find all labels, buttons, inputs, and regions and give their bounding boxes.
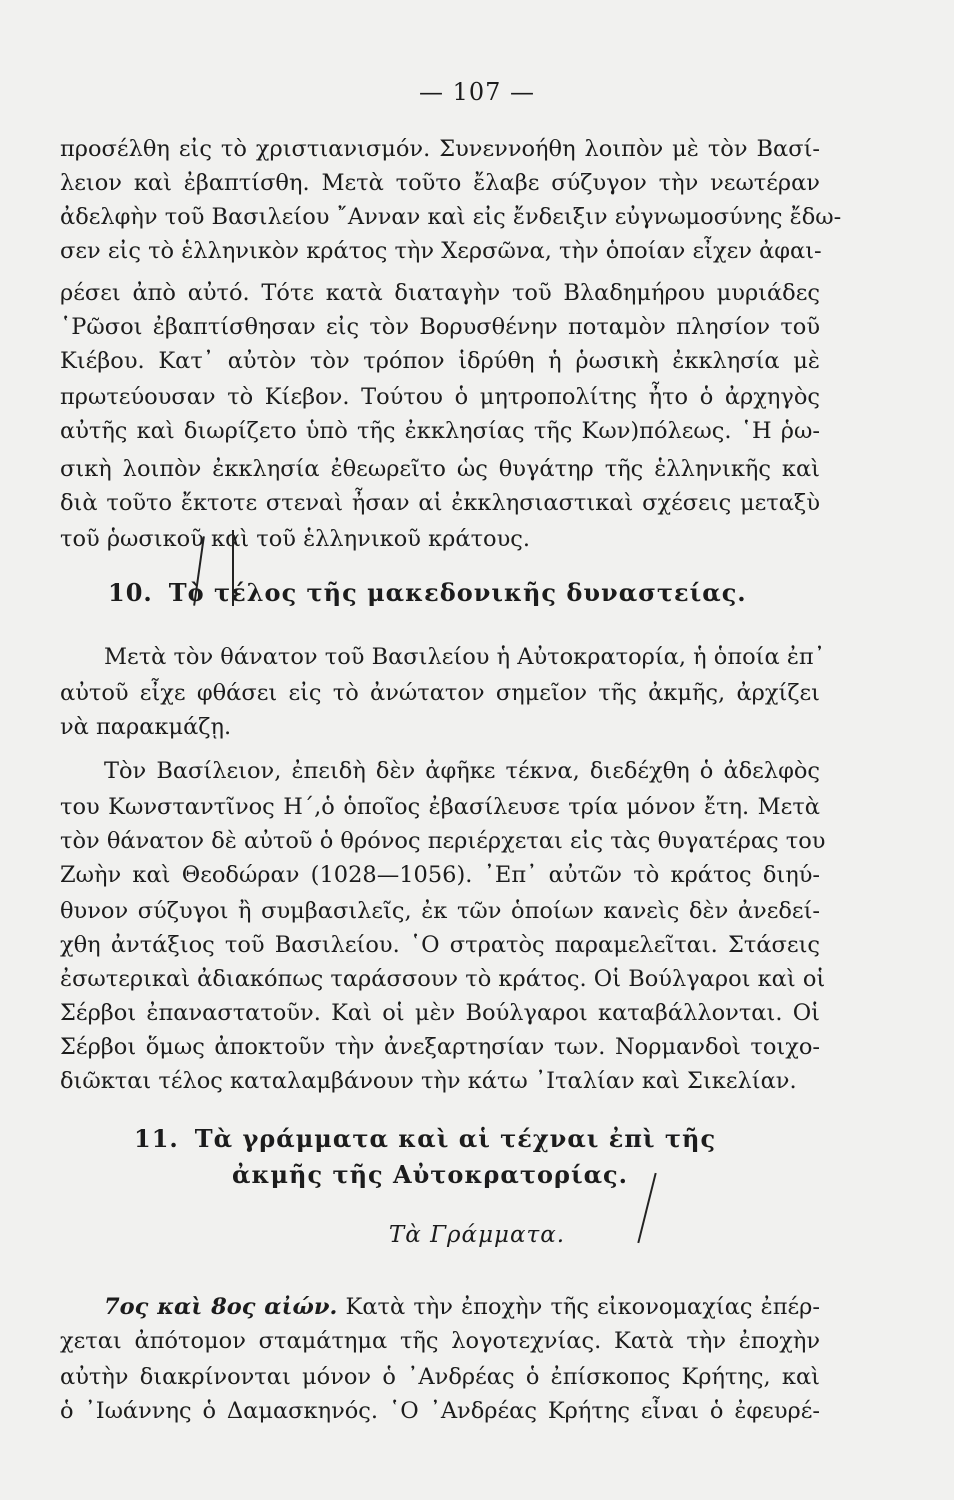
text-line: χεται ἀπότομον σταμάτημα τῆς λογοτεχνίας. Κατὰ τὴν ἐποχὴν: [60, 1328, 820, 1354]
section-title-continued: ἀκμῆς τῆς Αὐτοκρατορίας.: [232, 1160, 629, 1189]
section-heading-11: [134, 1124, 716, 1153]
section-number: 10.: [108, 578, 153, 607]
text-line: πρωτεύουσαν τὸ Κίεβον. Τούτου ὁ μητροπολίτης ἦτο ὁ ἀρχηγὸς: [60, 384, 820, 410]
text-line: ρέσει ἀπὸ αὐτό. Τότε κατὰ διαταγὴν τοῦ Βλαδημήρου μυριάδες: [60, 280, 820, 306]
section-number: 11.: [134, 1124, 179, 1153]
text-line: Μετὰ τὸν θάνατον τοῦ Βασιλείου ἡ Αὐτοκρατορία, ἡ ὁποία ἐπ᾽: [104, 644, 825, 670]
text-line: λειον καὶ ἐβαπτίσθη. Μετὰ τοῦτο ἔλαβε σύζυγον τὴν νεωτέραν: [60, 170, 820, 196]
text-line: σεν εἰς τὸ ἑλληνικὸν κράτος τὴν Χερσῶνα, τὴν ὁποίαν εἶχεν ἀφαι-: [60, 238, 822, 264]
text-line: τοῦ ῥωσικοῦ καὶ τοῦ ἑλληνικοῦ κράτους.: [60, 526, 530, 552]
text-line: του Κωνσταντῖνος Η΄,ὁ ὁποῖος ἐβασίλευσε τρία μόνον ἔτη. Μετὰ: [60, 794, 820, 820]
text-line: Ζωὴν καὶ Θεοδώραν (1028—1056). ᾽Επ᾽ αὐτῶν τὸ κράτος διηύ-: [60, 862, 820, 888]
text-line: αὐτῆς καὶ διωρίζετο ὑπὸ τῆς ἐκκλησίας τῆς Κων)πόλεως. ῾Η ῥω-: [60, 418, 820, 444]
section-title: Τὰ γράμματα καὶ αἱ τέχναι ἐπὶ τῆς: [194, 1124, 717, 1153]
text-line: νὰ παρακμάζῃ.: [60, 714, 232, 740]
text-line: ἐσωτερικαὶ ἀδιακόπως ταράσσουν τὸ κράτος. Οἱ Βούλγαροι καὶ οἱ: [60, 966, 826, 992]
text-line: ῾Ρῶσοι ἐβαπτίσθησαν εἰς τὸν Βορυσθένην ποταμὸν πλησίον τοῦ: [60, 314, 820, 340]
text-line: Τὸν Βασίλειον, ἐπειδὴ δὲν ἀφῆκε τέκνα, διεδέχθη ὁ ἀδελφὸς: [104, 758, 820, 784]
lead-phrase: 7ος καὶ 8ος αἰών.: [104, 1294, 338, 1320]
text-line: ὁ ᾽Ιωάννης ὁ Δαμασκηνός. ῾Ο ᾽Ανδρέας Κρήτης εἶναι ὁ ἐφευρέ-: [60, 1398, 820, 1424]
text-line: αὐτὴν διακρίνονται μόνον ὁ ᾽Ανδρέας ὁ ἐπίσκοπος Κρήτης, καὶ: [60, 1364, 820, 1390]
text-line: θυνον σύζυγοι ἢ συμβασιλεῖς, ἐκ τῶν ὁποίων κανεὶς δὲν ἀνεδεί-: [60, 898, 820, 924]
text-line: διῶκται τέλος καταλαμβάνουν τὴν κάτω ᾽Ιταλίαν καὶ Σικελίαν.: [60, 1068, 797, 1094]
page-number: — 107 —: [418, 78, 536, 106]
text-line: τὸν θάνατον δὲ αὐτοῦ ὁ θρόνος περιέρχεται εἰς τὰς θυγατέρας του: [60, 828, 826, 854]
text-line: προσέλθη εἰς τὸ χριστιανισμόν. Συνεννοήθη λοιπὸν μὲ τὸν Βασί-: [60, 136, 820, 162]
text-line: σικὴ λοιπὸν ἐκκλησία ἐθεωρεῖτο ὡς θυγάτηρ τῆς ἑλληνικῆς καὶ: [60, 456, 820, 482]
section-title: Τὸ τέλος τῆς μακεδονικῆς δυναστείας.: [168, 578, 747, 607]
text-line: χθη ἀντάξιος τοῦ Βασιλείου. ῾Ο στρατὸς παραμελεῖται. Στάσεις: [60, 932, 820, 958]
text-line: αὐτοῦ εἶχε φθάσει εἰς τὸ ἀνώτατον σημεῖον τῆς ἀκμῆς, ἀρχίζει: [60, 680, 820, 706]
text-line: διὰ τοῦτο ἔκτοτε στεναὶ ἦσαν αἱ ἐκκλησιαστικαὶ σχέσεις μεταξὺ: [60, 490, 820, 516]
lead-text: Κατὰ τὴν ἐποχὴν τῆς εἰκονομαχίας ἐπέρ-: [345, 1294, 820, 1320]
text-line: [104, 1290, 820, 1324]
text-line: ἀδελφὴν τοῦ Βασιλείου ῎Ανναν καὶ εἰς ἔνδειξιν εὐγνωμοσύνης ἔδω-: [60, 204, 842, 230]
text-line: Σέρβοι ἐπαναστατοῦν. Καὶ οἱ μὲν Βούλγαροι καταβάλλονται. Οἱ: [60, 1000, 820, 1026]
text-line: Κιέβου. Κατ᾽ αὐτὸν τὸν τρόπον ἱδρύθη ἡ ῥωσικὴ ἐκκλησία μὲ: [60, 348, 820, 374]
section-heading-10: [108, 578, 747, 607]
text-line: Σέρβοι ὅμως ἀποκτοῦν τὴν ἀνεξαρτησίαν των. Νορμανδοὶ τοιχο-: [60, 1034, 820, 1060]
subheading: Τὰ Γράμματα.: [388, 1222, 566, 1248]
